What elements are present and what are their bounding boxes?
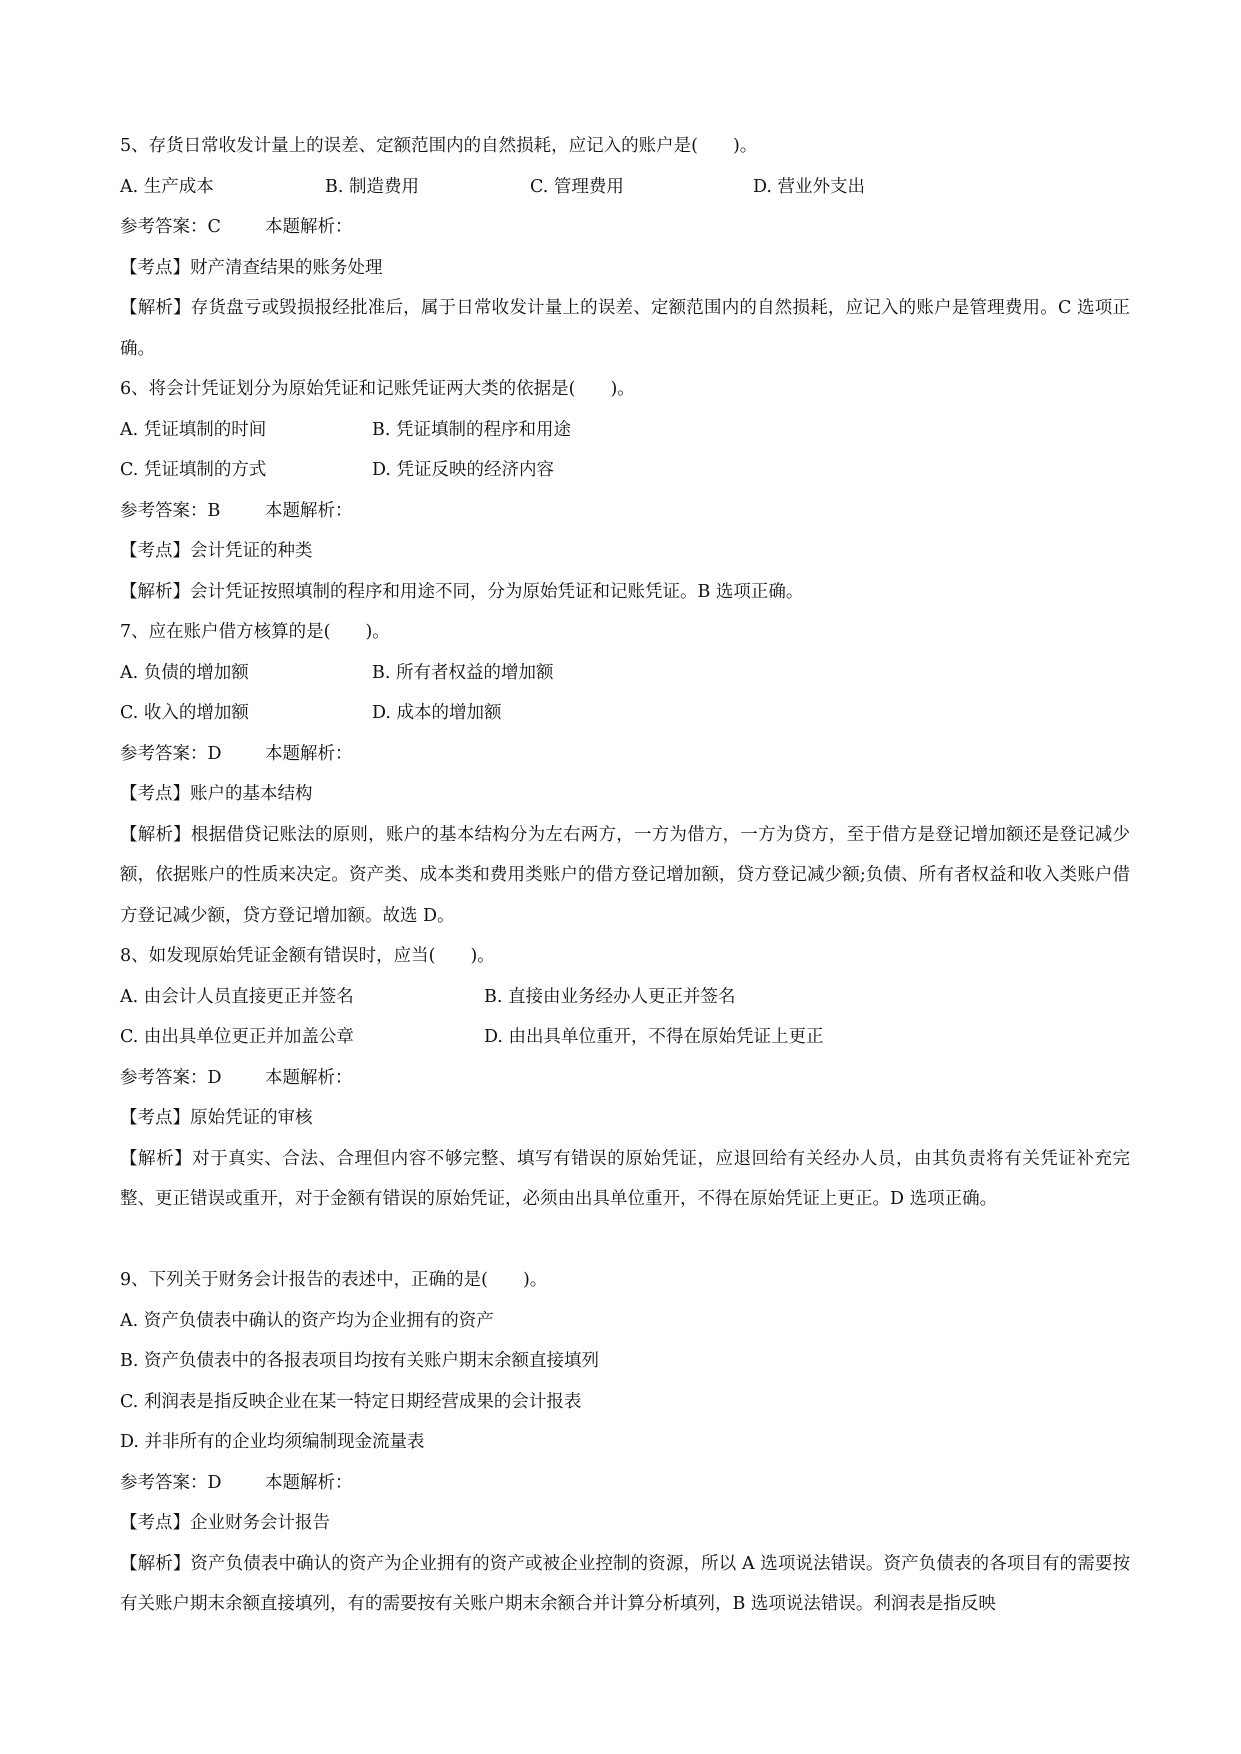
answer: 参考答案：C xyxy=(120,217,221,237)
option-c: C. 凭证填制的方式 xyxy=(120,460,267,480)
option-row xyxy=(120,1017,1130,1058)
question-7 xyxy=(120,612,1130,936)
option-d: D. 成本的增加额 xyxy=(372,703,502,723)
option-row xyxy=(120,450,1130,491)
answer: 参考答案：B xyxy=(120,500,221,521)
option-b: B. 所有者权益的增加额 xyxy=(372,662,554,683)
question-5 xyxy=(120,126,1130,369)
option-b: B. 资产负债表中的各报表项目均按有关账户期末余额直接填列 xyxy=(120,1351,599,1371)
option-c: C. 利润表是指反映企业在某一特定日期经营成果的会计报表 xyxy=(120,1391,582,1412)
explanation: 【解析】对于真实、合法、合理但内容不够完整、填写有错误的原始凭证，应退回给有关经办人员，由其负责将有关凭证补充完整、更正错误或重开，对于金额有错误的原始凭证，必须由出具单位重开，不得在原始凭证上更正。D 选项正确。 xyxy=(120,1148,1130,1209)
key-point: 【考点】账户的基本结构 xyxy=(120,784,313,804)
key-point: 【考点】财产清查结果的账务处理 xyxy=(120,257,383,278)
answer-line xyxy=(120,1463,1130,1504)
question-6 xyxy=(120,369,1130,612)
key-point: 【考点】会计凭证的种类 xyxy=(120,541,313,561)
analysis-label: 本题解析： xyxy=(265,743,353,764)
question-9 xyxy=(120,1260,1130,1625)
option-d: D. 营业外支出 xyxy=(753,176,866,197)
option-row xyxy=(120,167,1130,208)
option-d: D. 由出具单位重开，不得在原始凭证上更正 xyxy=(484,1027,824,1047)
question-stem: 8、如发现原始凭证金额有错误时，应当( )。 xyxy=(120,946,495,966)
key-point: 【考点】企业财务会计报告 xyxy=(120,1513,330,1533)
option-d: D. 并非所有的企业均须编制现金流量表 xyxy=(120,1432,425,1452)
explanation: 【解析】资产负债表中确认的资产为企业拥有的资产或被企业控制的资源，所以 A 选项说法错误。资产负债表的各项目有的需要按有关账户期末余额直接填列，有的需要按有关账户期末余额合并计算分析填列，B 选项说法错误。利润表是指反映 xyxy=(120,1553,1130,1614)
blank-spacer xyxy=(120,1220,1130,1261)
question-8 xyxy=(120,936,1130,1220)
answer: 参考答案：D xyxy=(120,743,222,764)
option-a: A. 负债的增加额 xyxy=(120,662,249,683)
option-a: A. 由会计人员直接更正并签名 xyxy=(120,986,354,1007)
answer: 参考答案：D xyxy=(120,1472,222,1493)
analysis-label: 本题解析： xyxy=(265,500,353,521)
answer-line xyxy=(120,207,1130,248)
answer-line xyxy=(120,1058,1130,1099)
option-row xyxy=(120,693,1130,734)
explanation: 【解析】会计凭证按照填制的程序和用途不同，分为原始凭证和记账凭证。B 选项正确。 xyxy=(120,581,804,602)
option-b: B. 直接由业务经办人更正并签名 xyxy=(484,986,736,1007)
explanation: 【解析】存货盘亏或毁损报经批准后，属于日常收发计量上的误差、定额范围内的自然损耗，应记入的账户是管理费用。C 选项正确。 xyxy=(120,298,1130,359)
question-stem: 6、将会计凭证划分为原始凭证和记账凭证两大类的依据是( )。 xyxy=(120,379,635,399)
analysis-label: 本题解析： xyxy=(265,1067,353,1088)
key-point: 【考点】原始凭证的审核 xyxy=(120,1108,313,1128)
option-c: C. 管理费用 xyxy=(530,176,624,197)
option-b: B. 凭证填制的程序和用途 xyxy=(372,419,571,440)
analysis-label: 本题解析： xyxy=(265,1472,353,1493)
option-c: C. 收入的增加额 xyxy=(120,703,249,723)
explanation: 【解析】根据借贷记账法的原则，账户的基本结构分为左右两方，一方为借方，一方为贷方，至于借方是登记增加额还是登记减少额，依据账户的性质来决定。资产类、成本类和费用类账户的借方登记增加额，贷方登记减少额;负债、所有者权益和收入类账户借方登记减少额，贷方登记增加额。故选 D。 xyxy=(120,824,1130,926)
option-row xyxy=(120,977,1130,1018)
option-a: A. 生产成本 xyxy=(120,176,214,197)
question-stem: 7、应在账户借方核算的是( )。 xyxy=(120,622,390,642)
option-row xyxy=(120,653,1130,694)
answer-line xyxy=(120,491,1130,532)
option-row xyxy=(120,410,1130,451)
analysis-label: 本题解析： xyxy=(265,217,353,237)
option-c: C. 由出具单位更正并加盖公章 xyxy=(120,1027,354,1047)
document-page xyxy=(120,126,1130,1625)
question-stem: 5、存货日常收发计量上的误差、定额范围内的自然损耗，应记入的账户是( )。 xyxy=(120,136,758,156)
option-a: A. 凭证填制的时间 xyxy=(120,419,267,440)
option-a: A. 资产负债表中确认的资产均为企业拥有的资产 xyxy=(120,1310,494,1331)
option-b: B. 制造费用 xyxy=(325,176,419,197)
answer: 参考答案：D xyxy=(120,1067,222,1088)
option-d: D. 凭证反映的经济内容 xyxy=(372,460,555,480)
question-stem: 9、下列关于财务会计报告的表述中，正确的是( )。 xyxy=(120,1270,548,1290)
answer-line xyxy=(120,734,1130,775)
